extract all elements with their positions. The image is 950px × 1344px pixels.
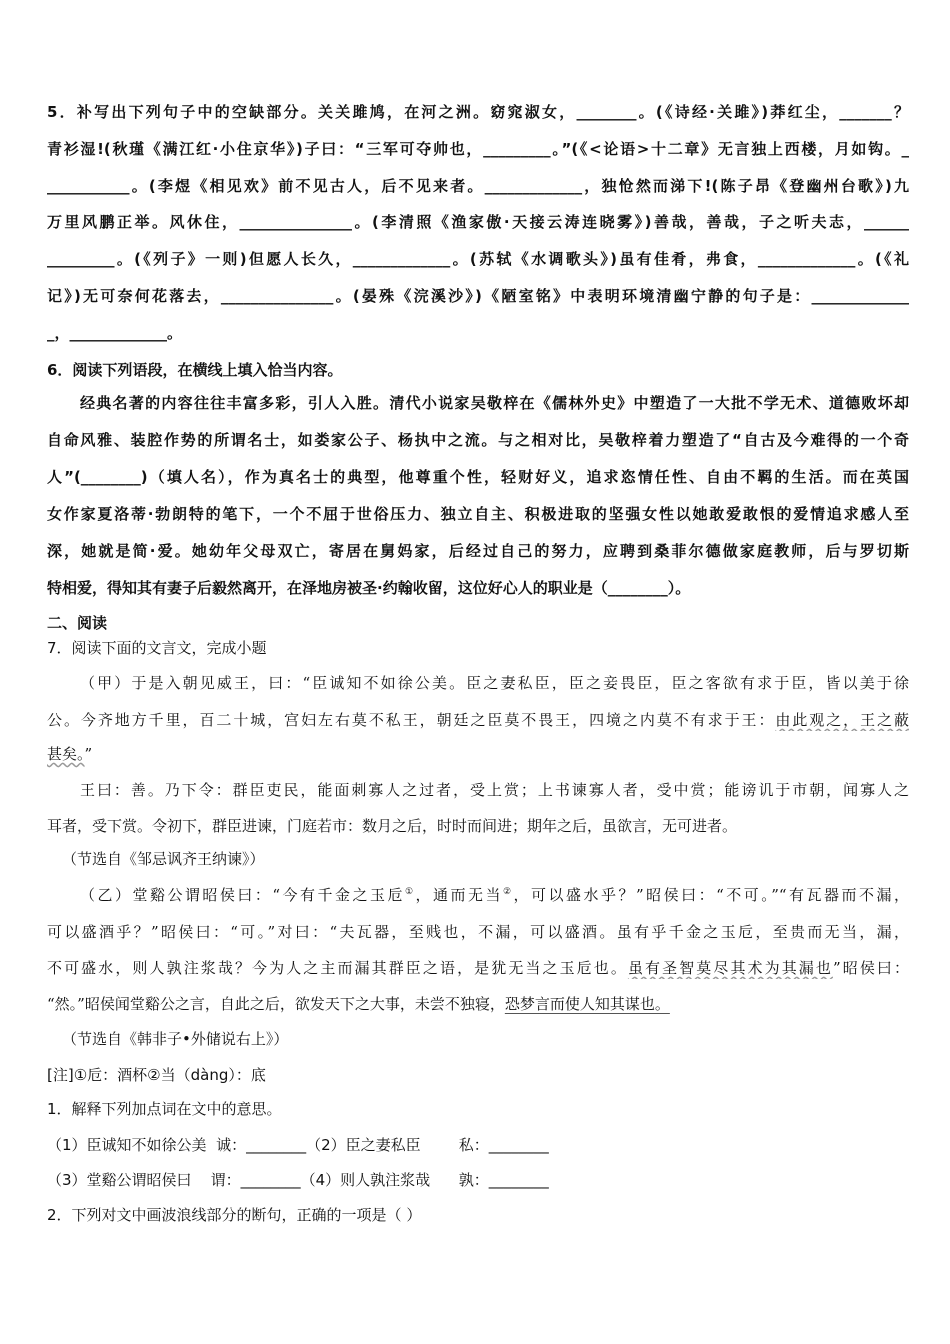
q5-line: 青衫湿!(秋瑾《满江红·小住京华》)子曰：“三军可夺帅也，_________。”(《<论语>十二章》无言独上西楼，月如钩。_ [47,140,909,158]
annotation-note: [注]①卮：酒杯②当（dàng）：底 [47,1066,266,1084]
q5-line: _，_____________。 [47,324,183,342]
q5-line: 5．补写出下列句子中的空缺部分。关关雎鸠，在河之洲。窈窕淑女，________。(《诗经·关雎》)莽红尘，_______？ [47,103,909,121]
yi-text: 不可盛水，则人孰注浆哉？今为人之主而漏其群臣之语，是犹无当之玉卮也。 [47,959,628,977]
yi-line [47,957,909,979]
yi-line: 可以盛酒乎？”昭侯曰：“可。”对曰：“夫瓦器，至贱也，不漏，可以盛酒。虽有乎千金之玉卮，至贵而无当，漏， [47,923,909,941]
straight-underlined-text: 恐梦言而使人知其谋也。 [504,995,670,1013]
q6-paragraph-line: 人”(________)（填人名），作为真名士的典型，他尊重个性，轻财好义，追求恣情任性、自由不羁的生活。而在英国 [47,468,909,486]
q5-line: _________。(《列子》一则)但愿人长久，_____________。(苏轼《水调歌头》)虽有佳肴，弗食，_____________。(《礼 [47,250,909,268]
jia-text: ” [84,745,93,763]
q6-paragraph-line: 自命风雅、装腔作势的所谓名士，如娄家公子、杨执中之流。与之相对比，吴敬梓着力塑造了“自古及今难得的一个奇 [47,431,909,449]
wavy-underlined-text: 虽有圣智莫尽其术为其漏也 [627,959,833,977]
q6-paragraph-line: 经典名著的内容往往丰富多彩，引人入胜。清代小说家吴敬梓在《儒林外史》中塑造了一大批不学无术、道德败坏却 [80,394,909,412]
sub-question-1-row: （3）堂谿公谓昭侯曰 谓：________（4）则人孰注浆哉 孰：________ [47,1171,549,1189]
yi-source: （节选自《韩非子•外储说右上》） [62,1030,289,1048]
footnote-marker: ① [404,887,416,897]
yi-text: （乙）堂谿公谓昭侯曰：“今有千金之玉卮 [80,886,405,904]
sub-question-1-title: 1．解释下列加点词在文中的意思。 [47,1100,282,1118]
jia-source: （节选自《邹忌讽齐王纳谏》） [62,850,265,868]
yi-text: ，可以盛水乎？”昭侯曰：“不可。”“有瓦器而不漏， [513,886,909,904]
jia-line: 王曰：善。乃下令：群臣吏民，能面刺寡人之过者，受上赏；上书谏寡人者，受中赏；能谤讥于市朝，闻寡人之 [80,781,909,799]
yi-text: “然。”昭侯闻堂谿公之言，自此之后，欲发天下之大事，未尝不独寝， [47,995,505,1013]
yi-line [80,884,909,906]
yi-line [47,993,909,1015]
footnote-marker: ② [502,887,514,897]
jia-text: 公。今齐地方千里，百二十城，宫妇左右莫不私王，朝廷之臣莫不畏王，四境之内莫不有求于王： [47,711,776,729]
section-heading: 二、阅读 [47,614,108,632]
jia-line: （甲）于是入朝见威王，曰：“臣诚知不如徐公美。臣之妻私臣，臣之妾畏臣，臣之客欲有求于臣，皆以美于徐 [80,674,909,692]
yi-text: ”昭侯曰： [832,959,909,977]
wavy-underlined-text: 由此观之，王之蔽 [775,711,909,729]
q5-line: ___________。(李煜《相见欢》前不见古人，后不见来者。_____________，独怆然而涕下!(陈子昂《登幽州台歌》)九 [47,177,909,195]
jia-line: 耳者，受下赏。令初下，群臣进谏，门庭若市：数月之后，时时而间进；期年之后，虽欲言，无可进者。 [47,817,738,835]
q6-title: 6．阅读下列语段，在横线上填入恰当内容。 [47,361,343,379]
jia-line [47,743,909,765]
q6-paragraph-line: 女作家夏洛蒂·勃朗特的笔下，一个不屈于世俗压力、独立自主、积极进取的坚强女性以她敢爱敢恨的爱情追求感人至 [47,505,909,523]
sub-question-2-title: 2．下列对文中画波浪线部分的断句，正确的一项是（ ） [47,1206,422,1224]
wavy-underlined-text: 甚矣。 [47,745,85,763]
q7-title: 7．阅读下面的文言文，完成小题 [47,639,267,657]
jia-line [47,709,909,731]
q6-paragraph-line: 特相爱，得知其有妻子后毅然离开，在泽地房被圣·约翰收留，这位好心人的职业是（________）。 [47,579,691,597]
q6-paragraph-line: 深，她就是简·爱。她幼年父母双亡，寄居在舅妈家，后经过自己的努力，应聘到桑菲尔德做家庭教师，后与罗切斯 [47,542,909,560]
yi-text: ，通而无当 [415,886,503,904]
q5-line: 万里风鹏正举。风休住，_______________。(李清照《渔家傲·天接云涛连晓雾》)善哉，善哉，子之听夫志，______ [47,213,909,231]
q5-line: 记》)无可奈何花落去，_______________。(晏殊《浣溪沙》)《陋室铭》中表明环境清幽宁静的句子是：_____________ [47,287,909,305]
sub-question-1-row: （1）臣诚知不如徐公美 诚：________（2）臣之妻私臣 私：________ [47,1136,549,1154]
